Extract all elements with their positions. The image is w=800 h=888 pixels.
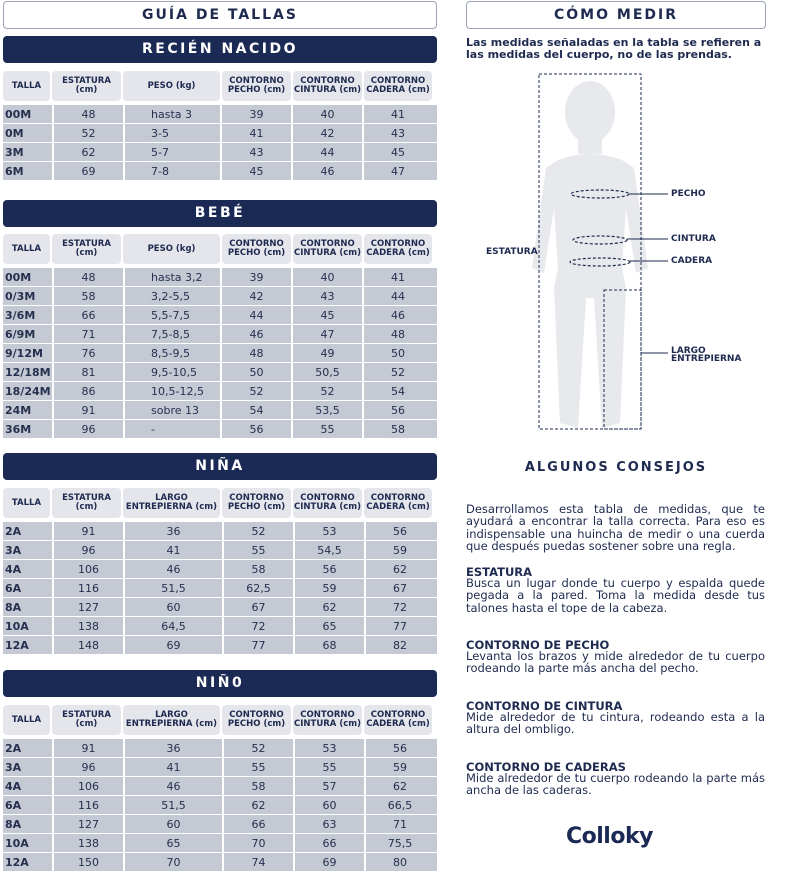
- value-cell: 75,5: [364, 834, 434, 852]
- table-header: [3, 234, 437, 264]
- value-cell: 43: [362, 124, 432, 142]
- table-row: [3, 815, 437, 834]
- value-cell: 45: [291, 306, 362, 324]
- value-cell: 39: [220, 268, 291, 286]
- size-cell: 6A: [5, 581, 22, 595]
- size-cell: 9/12M: [5, 346, 43, 360]
- value-cell: 58: [222, 560, 293, 578]
- size-table: [3, 234, 437, 438]
- value-cell: 67: [364, 579, 434, 597]
- label-cadera: CADERA: [671, 256, 713, 266]
- label-pecho: PECHO: [671, 189, 706, 199]
- table-row: [3, 541, 437, 560]
- value-cell: 44: [220, 306, 291, 324]
- section-banner: BEBÉ: [3, 200, 437, 227]
- table-row: [3, 796, 437, 815]
- value-cell: 127: [52, 815, 123, 833]
- value-cell: 58: [52, 287, 123, 305]
- value-cell: 65: [293, 617, 364, 635]
- table-row: [3, 105, 437, 124]
- value-cell: 77: [222, 636, 293, 654]
- tip-pecho-head: CONTORNO DE PECHO: [466, 638, 610, 652]
- table-row: [3, 268, 437, 287]
- value-cell: 7-8: [123, 162, 220, 180]
- tip-cintura-text: Mide alrededor de tu cintura, rodeando esta a la altura del ombligo.: [466, 710, 765, 737]
- size-cell: 3A: [5, 760, 22, 774]
- value-cell: 53,5: [291, 401, 362, 419]
- column-header: PESO (kg): [123, 71, 220, 101]
- column-header: CONTORNO PECHO (cm): [222, 488, 291, 518]
- value-cell: 86: [52, 382, 123, 400]
- measure-intro: Las medidas señaladas en la tabla se refieren a las medidas del cuerpo, no de las prendas.: [466, 36, 762, 61]
- value-cell: 69: [293, 853, 364, 871]
- size-cell: 12/18M: [5, 365, 51, 379]
- value-cell: 138: [52, 617, 123, 635]
- value-cell: 77: [364, 617, 434, 635]
- table-row: [3, 617, 437, 636]
- column-header: TALLA: [3, 705, 50, 735]
- size-cell: 24M: [5, 403, 32, 417]
- value-cell: 45: [220, 162, 291, 180]
- tip-pecho-text: Levanta los brazos y mide alrededor de tu cuerpo rodeando la parte más ancha del pecho.: [466, 649, 765, 676]
- column-header: CONTORNO CINTURA (cm): [293, 234, 362, 264]
- column-header: LARGO ENTREPIERNA (cm): [123, 488, 220, 518]
- value-cell: 48: [52, 105, 123, 123]
- value-cell: 66: [222, 815, 293, 833]
- value-cell: 69: [123, 636, 222, 654]
- value-cell: 68: [293, 636, 364, 654]
- value-cell: 150: [52, 853, 123, 871]
- value-cell: 9,5-10,5: [123, 363, 220, 381]
- value-cell: 56: [364, 522, 434, 540]
- value-cell: 67: [222, 598, 293, 616]
- table-row: [3, 420, 437, 438]
- table-row: [3, 143, 437, 162]
- value-cell: 66: [293, 834, 364, 852]
- column-header: TALLA: [3, 71, 50, 101]
- table-row: [3, 306, 437, 325]
- section-banner: NIÑ0: [3, 670, 437, 697]
- size-cell: 3M: [5, 145, 24, 159]
- column-header: PESO (kg): [123, 234, 220, 264]
- table-header: [3, 705, 437, 735]
- value-cell: 50,5: [291, 363, 362, 381]
- value-cell: 138: [52, 834, 123, 852]
- value-cell: 74: [222, 853, 293, 871]
- column-header: ESTATURA (cm): [52, 488, 121, 518]
- column-header: CONTORNO CINTURA (cm): [293, 705, 362, 735]
- value-cell: 53: [293, 522, 364, 540]
- value-cell: 116: [52, 796, 123, 814]
- value-cell: 91: [52, 739, 123, 757]
- value-cell: 106: [52, 777, 123, 795]
- table-row: [3, 739, 437, 758]
- value-cell: 39: [220, 105, 291, 123]
- value-cell: 91: [52, 522, 123, 540]
- value-cell: 55: [222, 758, 293, 776]
- value-cell: hasta 3: [123, 105, 220, 123]
- value-cell: 127: [52, 598, 123, 616]
- table-row: [3, 124, 437, 143]
- table-row: [3, 287, 437, 306]
- size-cell: 18/24M: [5, 384, 51, 398]
- tip-estatura-text: Busca un lugar donde tu cuerpo y espalda quede pegada a la pared. Toma la medida desde tus talones hasta el tope de la cabeza.: [466, 576, 765, 615]
- size-cell: 2A: [5, 524, 22, 538]
- table-row: [3, 636, 437, 654]
- value-cell: 59: [364, 541, 434, 559]
- size-table: [3, 488, 437, 654]
- value-cell: 50: [220, 363, 291, 381]
- value-cell: 59: [364, 758, 434, 776]
- size-guide-title: GUÍA DE TALLAS: [3, 1, 437, 29]
- value-cell: 70: [222, 834, 293, 852]
- value-cell: 82: [364, 636, 434, 654]
- value-cell: 52: [222, 522, 293, 540]
- value-cell: 62: [364, 560, 434, 578]
- column-header: CONTORNO CINTURA (cm): [293, 71, 362, 101]
- column-header: CONTORNO CADERA (cm): [364, 234, 432, 264]
- value-cell: 76: [52, 344, 123, 362]
- value-cell: 50: [362, 344, 432, 362]
- value-cell: 72: [364, 598, 434, 616]
- value-cell: 96: [52, 420, 123, 438]
- value-cell: 62: [52, 143, 123, 161]
- value-cell: 44: [362, 287, 432, 305]
- label-estatura: ESTATURA: [486, 247, 538, 257]
- value-cell: 41: [123, 758, 222, 776]
- value-cell: 62: [222, 796, 293, 814]
- value-cell: 52: [291, 382, 362, 400]
- table-header: [3, 488, 437, 518]
- size-cell: 6A: [5, 798, 22, 812]
- tip-cintura-head: CONTORNO DE CINTURA: [466, 699, 623, 713]
- value-cell: 96: [52, 758, 123, 776]
- table-row: [3, 363, 437, 382]
- table-row: [3, 162, 437, 180]
- value-cell: 46: [362, 306, 432, 324]
- value-cell: sobre 13: [123, 401, 220, 419]
- value-cell: 43: [220, 143, 291, 161]
- value-cell: 57: [293, 777, 364, 795]
- value-cell: 66,5: [364, 796, 434, 814]
- table-row: [3, 777, 437, 796]
- value-cell: 64,5: [123, 617, 222, 635]
- value-cell: 46: [123, 560, 222, 578]
- tip-caderas-text: Mide alrededor de tu cuerpo rodeando la parte más ancha de las caderas.: [466, 771, 765, 798]
- value-cell: -: [123, 420, 220, 438]
- value-cell: 55: [291, 420, 362, 438]
- column-header: CONTORNO CADERA (cm): [364, 71, 432, 101]
- value-cell: 45: [362, 143, 432, 161]
- value-cell: 44: [291, 143, 362, 161]
- value-cell: 7,5-8,5: [123, 325, 220, 343]
- label-entrepierna: ENTREPIERNA: [671, 354, 742, 364]
- table-row: [3, 344, 437, 363]
- size-cell: 8A: [5, 600, 22, 614]
- value-cell: 41: [220, 124, 291, 142]
- value-cell: 41: [362, 105, 432, 123]
- value-cell: 51,5: [123, 579, 222, 597]
- value-cell: 66: [52, 306, 123, 324]
- column-header: ESTATURA (cm): [52, 234, 121, 264]
- value-cell: 40: [291, 268, 362, 286]
- value-cell: 96: [52, 541, 123, 559]
- value-cell: 71: [364, 815, 434, 833]
- column-header: TALLA: [3, 488, 50, 518]
- value-cell: 55: [293, 758, 364, 776]
- column-header: CONTORNO PECHO (cm): [222, 234, 291, 264]
- size-cell: 0M: [5, 126, 24, 140]
- value-cell: 3-5: [123, 124, 220, 142]
- value-cell: 81: [52, 363, 123, 381]
- value-cell: 56: [362, 401, 432, 419]
- table-row: [3, 401, 437, 420]
- value-cell: 71: [52, 325, 123, 343]
- size-cell: 3A: [5, 543, 22, 557]
- column-header: CONTORNO PECHO (cm): [222, 705, 291, 735]
- value-cell: 49: [291, 344, 362, 362]
- column-header: ESTATURA (cm): [52, 705, 121, 735]
- size-cell: 0/3M: [5, 289, 36, 303]
- tip-caderas-head: CONTORNO DE CADERAS: [466, 760, 626, 774]
- size-cell: 10A: [5, 836, 29, 850]
- value-cell: 41: [362, 268, 432, 286]
- value-cell: 36: [123, 522, 222, 540]
- size-cell: 12A: [5, 638, 29, 652]
- tip-estatura-head: ESTATURA: [466, 565, 533, 579]
- size-cell: 4A: [5, 562, 22, 576]
- value-cell: 58: [222, 777, 293, 795]
- value-cell: 62,5: [222, 579, 293, 597]
- how-to-measure-title: CÓMO MEDIR: [466, 1, 766, 29]
- table-row: [3, 834, 437, 853]
- value-cell: 52: [222, 739, 293, 757]
- size-cell: 8A: [5, 817, 22, 831]
- table-row: [3, 560, 437, 579]
- value-cell: 3,2-5,5: [123, 287, 220, 305]
- value-cell: 91: [52, 401, 123, 419]
- column-header: TALLA: [3, 234, 50, 264]
- value-cell: 72: [222, 617, 293, 635]
- size-cell: 6M: [5, 164, 24, 178]
- value-cell: 60: [123, 815, 222, 833]
- value-cell: 55: [222, 541, 293, 559]
- value-cell: 62: [293, 598, 364, 616]
- value-cell: 47: [291, 325, 362, 343]
- value-cell: 116: [52, 579, 123, 597]
- tips-title: ALGUNOS CONSEJOS: [524, 460, 708, 475]
- table-row: [3, 758, 437, 777]
- value-cell: 43: [291, 287, 362, 305]
- table-row: [3, 853, 437, 871]
- value-cell: 70: [123, 853, 222, 871]
- value-cell: 52: [362, 363, 432, 381]
- column-header: ESTATURA (cm): [52, 71, 121, 101]
- size-cell: 00M: [5, 107, 32, 121]
- size-cell: 36M: [5, 422, 32, 436]
- table-row: [3, 579, 437, 598]
- value-cell: 47: [362, 162, 432, 180]
- table-header: [3, 71, 437, 101]
- label-cintura: CINTURA: [671, 234, 716, 244]
- value-cell: 41: [123, 541, 222, 559]
- value-cell: 63: [293, 815, 364, 833]
- value-cell: 48: [52, 268, 123, 286]
- column-header: LARGO ENTREPIERNA (cm): [123, 705, 220, 735]
- value-cell: 51,5: [123, 796, 222, 814]
- value-cell: 40: [291, 105, 362, 123]
- section-banner: RECIÉN NACIDO: [3, 36, 437, 63]
- value-cell: 46: [291, 162, 362, 180]
- brand-logo: Colloky: [566, 824, 653, 849]
- size-cell: 12A: [5, 855, 29, 869]
- value-cell: 48: [362, 325, 432, 343]
- value-cell: 52: [220, 382, 291, 400]
- label-largo: LARGO: [671, 346, 706, 356]
- size-table: [3, 705, 437, 871]
- value-cell: 42: [220, 287, 291, 305]
- value-cell: hasta 3,2: [123, 268, 220, 286]
- value-cell: 5,5-7,5: [123, 306, 220, 324]
- value-cell: 56: [293, 560, 364, 578]
- value-cell: 48: [220, 344, 291, 362]
- size-table: [3, 71, 437, 180]
- size-cell: 10A: [5, 619, 29, 633]
- value-cell: 53: [293, 739, 364, 757]
- value-cell: 52: [52, 124, 123, 142]
- value-cell: 54: [362, 382, 432, 400]
- value-cell: 54: [220, 401, 291, 419]
- value-cell: 56: [220, 420, 291, 438]
- table-row: [3, 382, 437, 401]
- value-cell: 62: [364, 777, 434, 795]
- value-cell: 54,5: [293, 541, 364, 559]
- size-cell: 00M: [5, 270, 32, 284]
- section-banner: NIÑA: [3, 453, 437, 480]
- value-cell: 46: [220, 325, 291, 343]
- size-cell: 2A: [5, 741, 22, 755]
- value-cell: 46: [123, 777, 222, 795]
- value-cell: 10,5-12,5: [123, 382, 220, 400]
- value-cell: 148: [52, 636, 123, 654]
- tips-intro: Desarrollamos esta tabla de medidas, que te ayudará a encontrar la talla correcta. Para eso es indispensable una huincha de medir o una cuerda que después puedas sostener sobre una regla.: [466, 502, 765, 554]
- value-cell: 69: [52, 162, 123, 180]
- column-header: CONTORNO CADERA (cm): [364, 488, 432, 518]
- value-cell: 58: [362, 420, 432, 438]
- value-cell: 56: [364, 739, 434, 757]
- column-header: CONTORNO CINTURA (cm): [293, 488, 362, 518]
- value-cell: 106: [52, 560, 123, 578]
- value-cell: 65: [123, 834, 222, 852]
- value-cell: 36: [123, 739, 222, 757]
- column-header: CONTORNO CADERA (cm): [364, 705, 432, 735]
- column-header: CONTORNO PECHO (cm): [222, 71, 291, 101]
- size-cell: 3/6M: [5, 308, 36, 322]
- value-cell: 59: [293, 579, 364, 597]
- value-cell: 60: [123, 598, 222, 616]
- value-cell: 80: [364, 853, 434, 871]
- table-row: [3, 522, 437, 541]
- value-cell: 42: [291, 124, 362, 142]
- table-row: [3, 325, 437, 344]
- size-cell: 4A: [5, 779, 22, 793]
- value-cell: 60: [293, 796, 364, 814]
- value-cell: 5-7: [123, 143, 220, 161]
- table-row: [3, 598, 437, 617]
- size-cell: 6/9M: [5, 327, 36, 341]
- body-silhouette-icon: [532, 81, 648, 428]
- value-cell: 8,5-9,5: [123, 344, 220, 362]
